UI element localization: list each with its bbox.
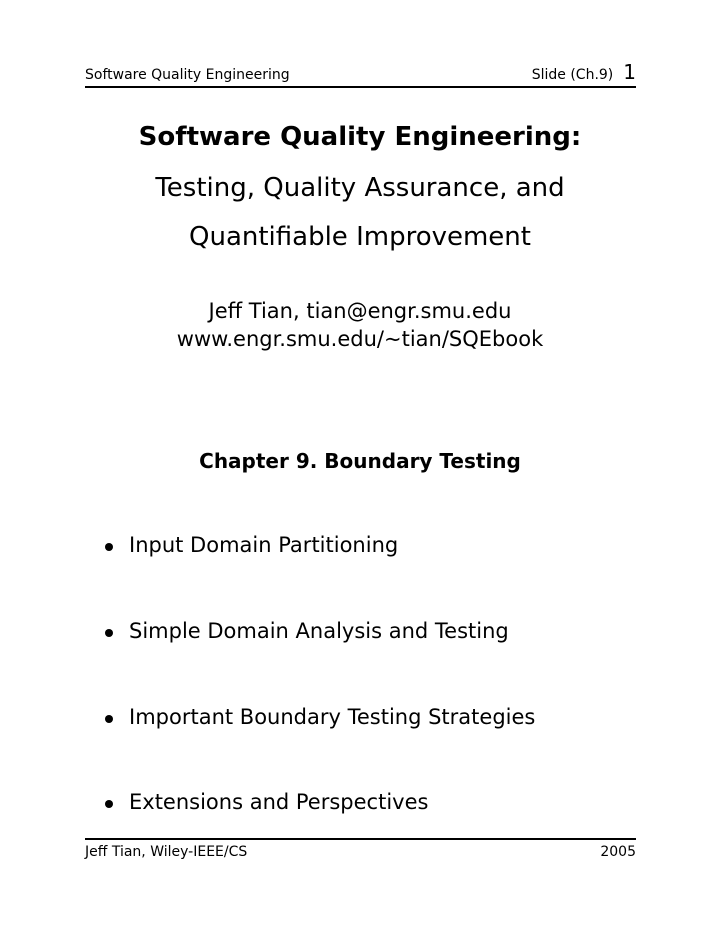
slide-title: Software Quality Engineering: xyxy=(138,122,582,152)
bullet-icon xyxy=(105,543,113,551)
bullet-icon xyxy=(105,629,113,637)
footer-author: Jeff Tian, Wiley-IEEE/CS xyxy=(85,844,248,860)
list-item-text: Simple Domain Analysis and Testing xyxy=(129,619,509,643)
header-course-title: Software Quality Engineering xyxy=(85,67,290,83)
list-item-text: Input Domain Partitioning xyxy=(129,533,399,557)
footer-year: 2005 xyxy=(600,844,636,860)
list-item xyxy=(105,705,535,729)
list-item xyxy=(105,790,428,814)
list-item-text: Extensions and Perspectives xyxy=(129,790,429,814)
author-contact: Jeff Tian, tian@engr.smu.edu xyxy=(208,299,512,323)
chapter-heading: Chapter 9. Boundary Testing xyxy=(199,449,521,473)
slide-subtitle-line-2: Quantifiable Improvement xyxy=(189,222,531,252)
author-website: www.engr.smu.edu/∼tian/SQEbook xyxy=(176,327,544,351)
slide-header xyxy=(85,60,636,88)
list-item-text: Important Boundary Testing Strategies xyxy=(129,705,536,729)
slide-subtitle-line-1: Testing, Quality Assurance, and xyxy=(155,173,565,203)
bullet-icon xyxy=(105,800,113,808)
header-slide-number: 1 xyxy=(623,60,636,84)
bullet-icon xyxy=(105,715,113,723)
list-item xyxy=(105,619,509,643)
header-slide-label: Slide (Ch.9) xyxy=(531,67,614,83)
list-item xyxy=(105,533,398,557)
header-slide-info xyxy=(532,60,636,84)
slide-footer xyxy=(85,838,636,868)
